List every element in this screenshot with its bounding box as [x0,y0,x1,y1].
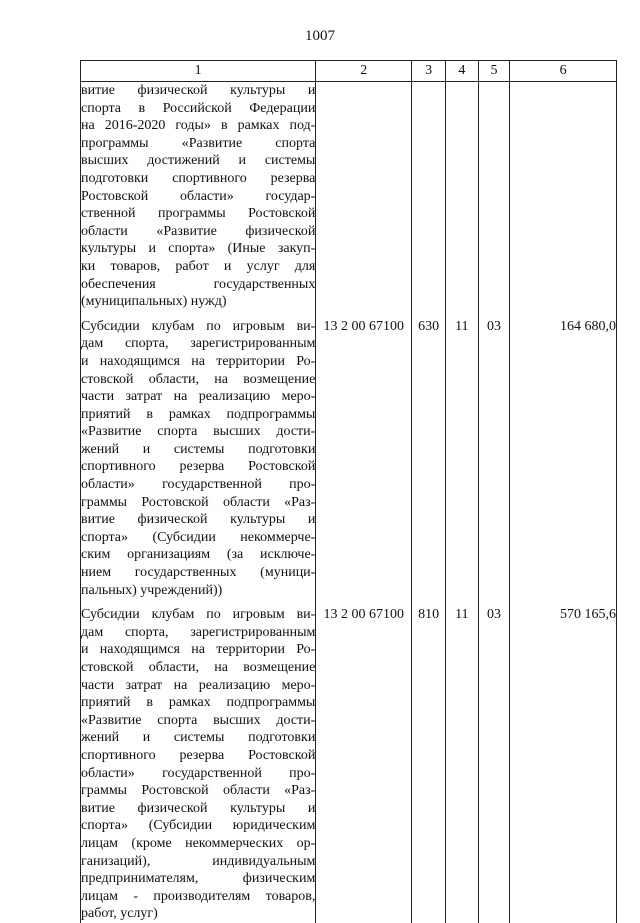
description-line: спорта в Российской Федерации [81,100,316,116]
description-line: спорта» (Субсидии юридическим [81,818,316,834]
header-row [81,61,617,82]
description-line: приятий в рамках подпрограммы [81,695,316,711]
description-line: дам спорта, зарегистрированным [81,624,316,640]
row-code: 13 2 00 67100 [316,318,412,600]
table-row [81,82,617,311]
spacer-cell [412,311,446,318]
row-description [81,82,316,311]
row-spacer [81,599,617,606]
spacer-cell [446,599,479,606]
row-description [81,606,316,923]
description-line: ским организациям (за исключе- [81,547,316,563]
description-line: стовской области, на возмещение [81,660,316,675]
budget-table [80,60,617,923]
spacer-cell [478,599,510,606]
description-line: нием государственных (муници- [81,565,316,581]
spacer-cell [446,311,479,318]
description-line: подготовки спортивного резерва [81,170,316,186]
row-spacer [81,311,617,318]
description-line: на 2016-2020 годы» в рамках под- [81,118,316,134]
description-line: спортивного резерва Ростовской [81,459,316,475]
page-number: 1007 [305,28,335,44]
description-line: витие физической культуры и [81,83,316,98]
spacer-cell [478,311,510,318]
row-amount [510,82,617,311]
row-col-4: 11 [446,318,479,600]
row-amount: 570 165,6 [510,606,617,923]
row-amount: 164 680,0 [510,318,617,600]
spacer-cell [81,599,316,606]
spacer-cell [412,599,446,606]
spacer-cell [81,311,316,318]
description-line: приятий в рамках подпрограммы [81,406,316,422]
description-line: культуры и спорта» (Иные закуп- [81,241,316,257]
table-row [81,606,617,923]
description-line: части затрат на реализацию меро- [81,389,316,405]
description-line: и находящимся на территории Ро- [81,353,316,369]
header-col-4: 4 [446,61,479,82]
row-col-4: 11 [446,606,479,923]
description-line: области «Развитие физической [81,223,316,239]
description-line: ственной программы Ростовской [81,206,316,222]
description-line: «Развитие спорта высших дости- [81,424,316,440]
description-line: лицам - производителям товаров, [81,888,316,904]
description-line: предпринимателям, физическим [81,871,316,887]
description-line: высших достижений и системы [81,153,316,169]
spacer-cell [510,311,617,318]
description-line: работ, услуг) [81,906,158,922]
row-col-5 [478,82,510,311]
description-line: витие физической культуры и [81,512,316,528]
description-line: программы «Развитие спорта [81,135,316,151]
row-col-3: 630 [412,318,446,600]
description-line: (муниципальных) нужд) [81,294,227,310]
row-col-3 [412,82,446,311]
description-line: спортивного резерва Ростовской [81,747,316,763]
header-col-3: 3 [412,61,446,82]
description-line: граммы Ростовской области «Раз- [81,494,316,510]
row-description [81,318,316,600]
description-line: Субсидии клубам по игровым ви- [81,607,316,623]
header-col-2: 2 [316,61,412,82]
row-col-4 [446,82,479,311]
description-line: ки товаров, работ и услуг для [81,258,316,274]
table-row [81,318,617,600]
row-code: 13 2 00 67100 [316,606,412,923]
description-line: спорта» (Субсидии некоммерче- [81,529,316,545]
spacer-cell [316,599,412,606]
header-col-6: 6 [510,61,617,82]
row-col-5: 03 [478,606,510,923]
description-line: граммы Ростовской области «Раз- [81,783,316,799]
spacer-cell [510,599,617,606]
description-line: жений и системы подготовки [81,441,316,457]
description-line: и находящимся на территории Ро- [81,642,316,658]
description-line: витие физической культуры и [81,800,316,816]
description-line: Ростовской области» государ- [81,188,316,204]
spacer-cell [316,311,412,318]
description-line: Субсидии клубам по игровым ви- [81,318,316,334]
description-line: «Развитие спорта высших дости- [81,712,316,728]
description-line: обеспечения государственных [81,276,316,292]
row-col-5: 03 [478,318,510,600]
description-line: ганизаций), индивидуальным [81,853,316,869]
description-line: части затрат на реализацию меро- [81,677,316,693]
description-line: стовской области, на возмещение [81,371,316,387]
header-col-1: 1 [81,61,316,82]
row-col-3: 810 [412,606,446,923]
header-col-5: 5 [478,61,510,82]
description-line: области» государственной про- [81,477,316,493]
row-code [316,82,412,311]
description-line: пальных) учреждений)) [81,582,223,598]
description-line: области» государственной про- [81,765,316,781]
description-line: дам спорта, зарегистрированным [81,336,316,352]
description-line: жений и системы подготовки [81,730,316,746]
description-line: лицам (кроме некоммерческих ор- [81,835,316,851]
